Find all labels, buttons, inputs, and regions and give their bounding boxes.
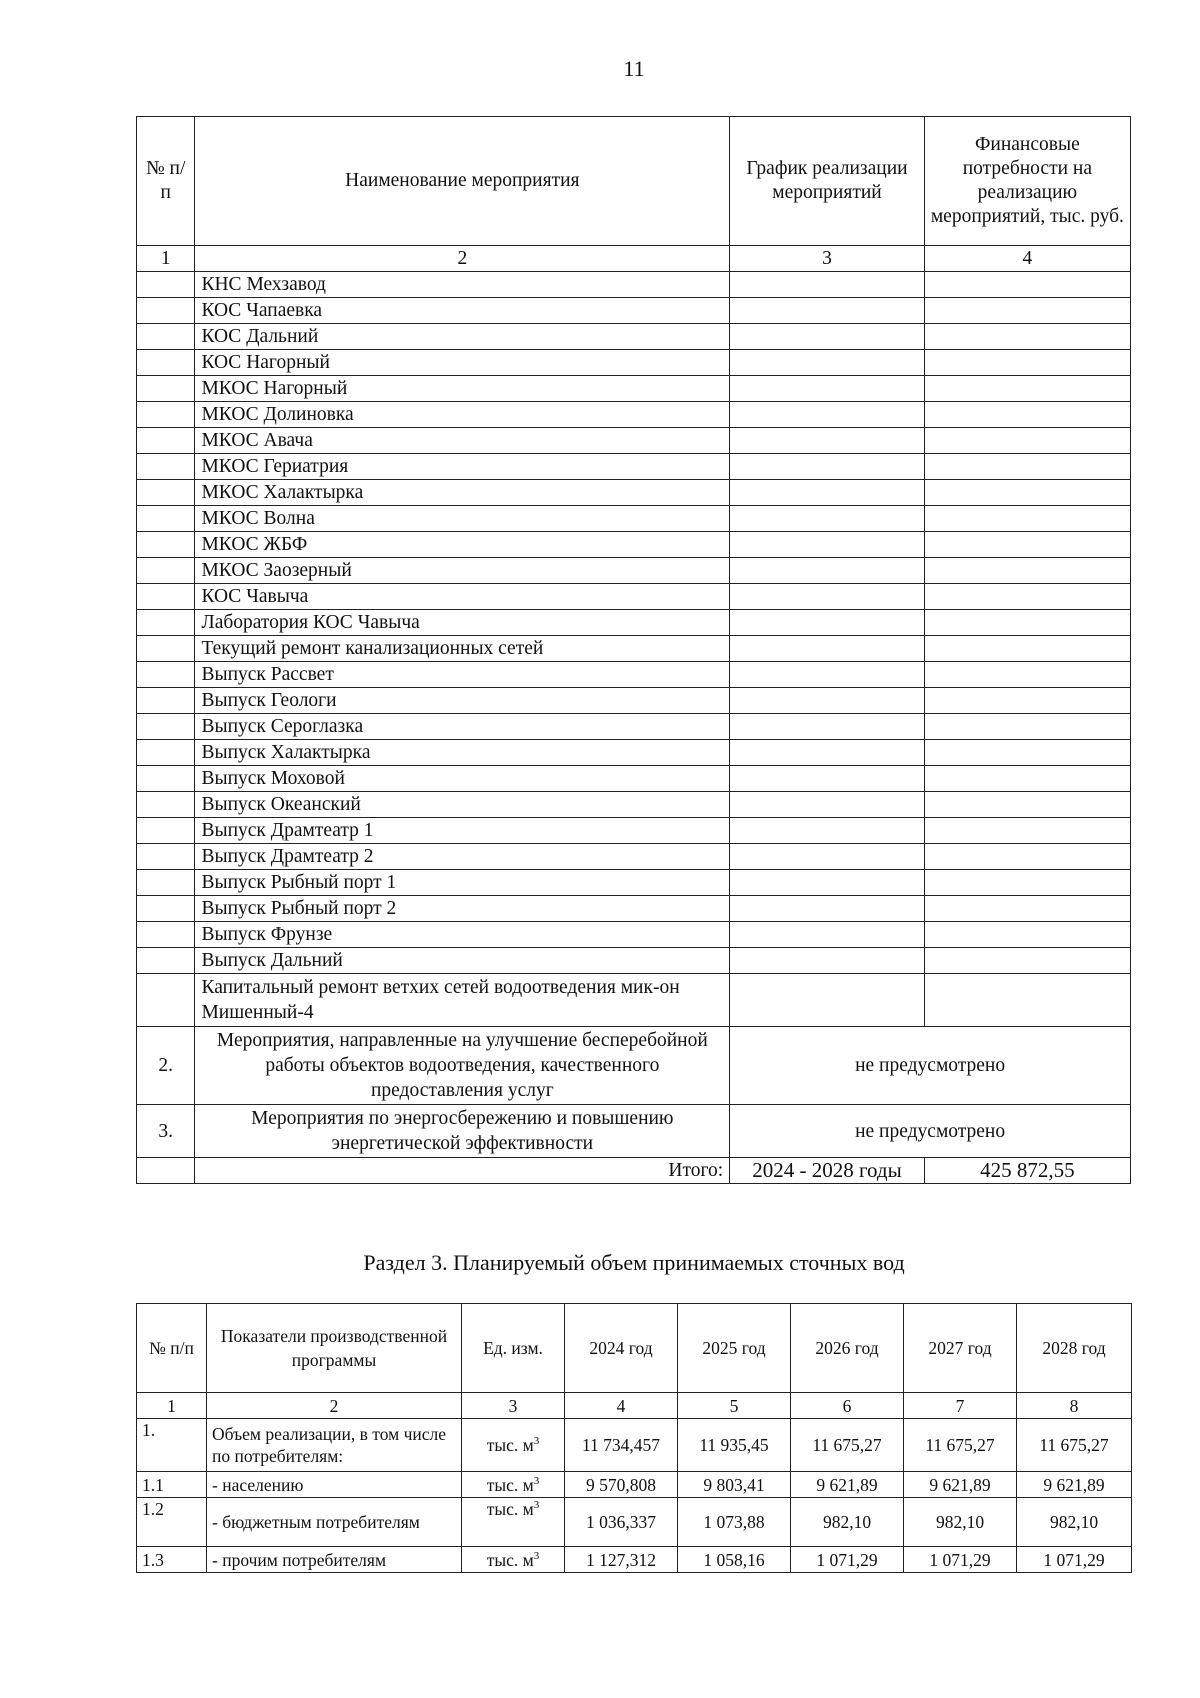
col-number: 1 [137,246,195,272]
item-row [137,662,1131,688]
col-number: 5 [678,1393,791,1419]
item-name: Выпуск Рыбный порт 1 [195,870,730,896]
total-row [137,1158,1131,1184]
column-numbers-row [137,1393,1132,1419]
header-num: № п/п [137,117,195,246]
item-name: Выпуск Драмтеатр 2 [195,844,730,870]
row-name: - прочим потребителям [207,1547,462,1573]
section-title: Раздел 3. Планируемый объем принимаемых сточных вод [363,1250,905,1275]
item-row [137,558,1131,584]
value-2028: 1 071,29 [1017,1547,1132,1573]
item-row [137,896,1131,922]
item-row [137,506,1131,532]
value-2024: 1 127,312 [565,1547,678,1573]
row-unit: тыс. $м^3$ [462,1419,565,1472]
row-name: - населению [207,1472,462,1498]
item-name: КОС Дальний [195,324,730,350]
item-name: Выпуск Фрунзе [195,922,730,948]
value-2026: 11 675,27 [791,1419,904,1472]
col-number: 1 [137,1393,207,1419]
row-name: Объем реализации, в том числе по потребителям: [207,1419,462,1472]
item-row [137,818,1131,844]
header-year: 2028 год [1017,1304,1132,1393]
total-amount: 425 872,55 [924,1158,1130,1184]
item-row [137,610,1131,636]
item-name: МКОС Волна [195,506,730,532]
item-name: КОС Нагорный [195,350,730,376]
row-3-num: 3. [137,1105,195,1158]
volume-row [137,1498,1132,1547]
value-2027: 11 675,27 [904,1419,1017,1472]
item-name: Выпуск Халактырка [195,740,730,766]
row-unit: тыс. $м^3$ [462,1472,565,1498]
item-row [137,272,1131,298]
item-row [137,454,1131,480]
item-name: МКОС Гериатрия [195,454,730,480]
item-name: Выпуск Сероглазка [195,714,730,740]
measures-header-row [137,117,1131,246]
col-number: 8 [1017,1393,1132,1419]
value-2024: 9 570,808 [565,1472,678,1498]
item-row [137,792,1131,818]
item-row [137,298,1131,324]
item-name: Лаборатория КОС Чавыча [195,610,730,636]
header-year: 2027 год [904,1304,1017,1393]
item-row [137,584,1131,610]
header-year: 2025 год [678,1304,791,1393]
value-2027: 982,10 [904,1498,1017,1547]
value-2028: 982,10 [1017,1498,1132,1547]
value-2025: 1 073,88 [678,1498,791,1547]
col-number: 4 [565,1393,678,1419]
item-name: Выпуск Моховой [195,766,730,792]
capital-repair-name: Капитальный ремонт ветхих сетей водоотведения мик-он Мишенный-4 [195,974,730,1027]
item-name: Выпуск Дальний [195,948,730,974]
item-name: Выпуск Океанский [195,792,730,818]
item-row [137,740,1131,766]
item-row [137,922,1131,948]
column-numbers-row [137,246,1131,272]
value-2027: 1 071,29 [904,1547,1017,1573]
wastewater-volume-table [136,1303,1132,1573]
header-year: 2026 год [791,1304,904,1393]
item-name: МКОС Авача [195,428,730,454]
value-2024: 11 734,457 [565,1419,678,1472]
item-name: МКОС Долиновка [195,402,730,428]
row-unit: тыс. $м^3$ [462,1547,565,1573]
value-2025: 11 935,45 [678,1419,791,1472]
item-name: Текущий ремонт канализационных сетей [195,636,730,662]
item-row [137,688,1131,714]
item-row [137,714,1131,740]
row-unit: тыс. $м^3$ [462,1498,565,1547]
measures-table [136,116,1131,1184]
row-num: 1. [137,1419,207,1472]
item-row [137,948,1131,974]
value-2028: 11 675,27 [1017,1419,1132,1472]
capital-repair-row [137,974,1131,1027]
item-row [137,532,1131,558]
value-2024: 1 036,337 [565,1498,678,1547]
col-number: 6 [791,1393,904,1419]
header-indicator: Показатели производственной программы [207,1304,462,1393]
value-2026: 1 071,29 [791,1547,904,1573]
row-3-value: не предусмотрено [730,1105,1131,1158]
item-row [137,376,1131,402]
item-name: КНС Мехзавод [195,272,730,298]
item-row [137,402,1131,428]
item-row [137,766,1131,792]
item-name: МКОС Заозерный [195,558,730,584]
row-2-num: 2. [137,1027,195,1105]
value-2026: 982,10 [791,1498,904,1547]
row-name: - бюджетным потребителям [207,1498,462,1547]
item-name: Выпуск Рыбный порт 2 [195,896,730,922]
item-name: МКОС ЖБФ [195,532,730,558]
row-2-name: Мероприятия, направленные на улучшение бесперебойной работы объектов водоотведения, качественного предоставления услуг [195,1027,730,1105]
header-num: № п/п [137,1304,207,1393]
header-finance: Финансовые потребности на реализацию мероприятий, тыс. руб. [924,117,1130,246]
page-number: 11 [623,56,645,81]
item-name: Выпуск Рассвет [195,662,730,688]
item-name: Выпуск Драмтеатр 1 [195,818,730,844]
item-row [137,870,1131,896]
item-name: Выпуск Геологи [195,688,730,714]
item-name: КОС Чавыча [195,584,730,610]
value-2027: 9 621,89 [904,1472,1017,1498]
item-row [137,480,1131,506]
item-row [137,844,1131,870]
volume-row [137,1547,1132,1573]
row-num: 1.3 [137,1547,207,1573]
volume-row [137,1472,1132,1498]
measures-row-3 [137,1105,1131,1158]
col-number: 2 [195,246,730,272]
col-number: 4 [924,246,1130,272]
col-number: 2 [207,1393,462,1419]
item-row [137,428,1131,454]
item-row [137,350,1131,376]
total-label: Итого: [195,1158,730,1184]
item-name: МКОС Нагорный [195,376,730,402]
header-schedule: График реализации мероприятий [730,117,925,246]
row-3-name: Мероприятия по энергосбережению и повышению энергетической эффективности [195,1105,730,1158]
item-row [137,324,1131,350]
row-num: 1.2 [137,1498,207,1547]
value-2025: 1 058,16 [678,1547,791,1573]
value-2025: 9 803,41 [678,1472,791,1498]
row-2-value: не предусмотрено [730,1027,1131,1105]
col-number: 7 [904,1393,1017,1419]
header-year: 2024 год [565,1304,678,1393]
value-2028: 9 621,89 [1017,1472,1132,1498]
measures-row-2 [137,1027,1131,1105]
item-name: МКОС Халактырка [195,480,730,506]
item-row [137,636,1131,662]
volume-row [137,1419,1132,1472]
value-2026: 9 621,89 [791,1472,904,1498]
col-number: 3 [462,1393,565,1419]
header-unit: Ед. изм. [462,1304,565,1393]
col-number: 3 [730,246,925,272]
row-num: 1.1 [137,1472,207,1498]
total-period: 2024 - 2028 годы [730,1158,925,1184]
item-name: КОС Чапаевка [195,298,730,324]
header-name: Наименование мероприятия [195,117,730,246]
volume-header-row [137,1304,1132,1393]
